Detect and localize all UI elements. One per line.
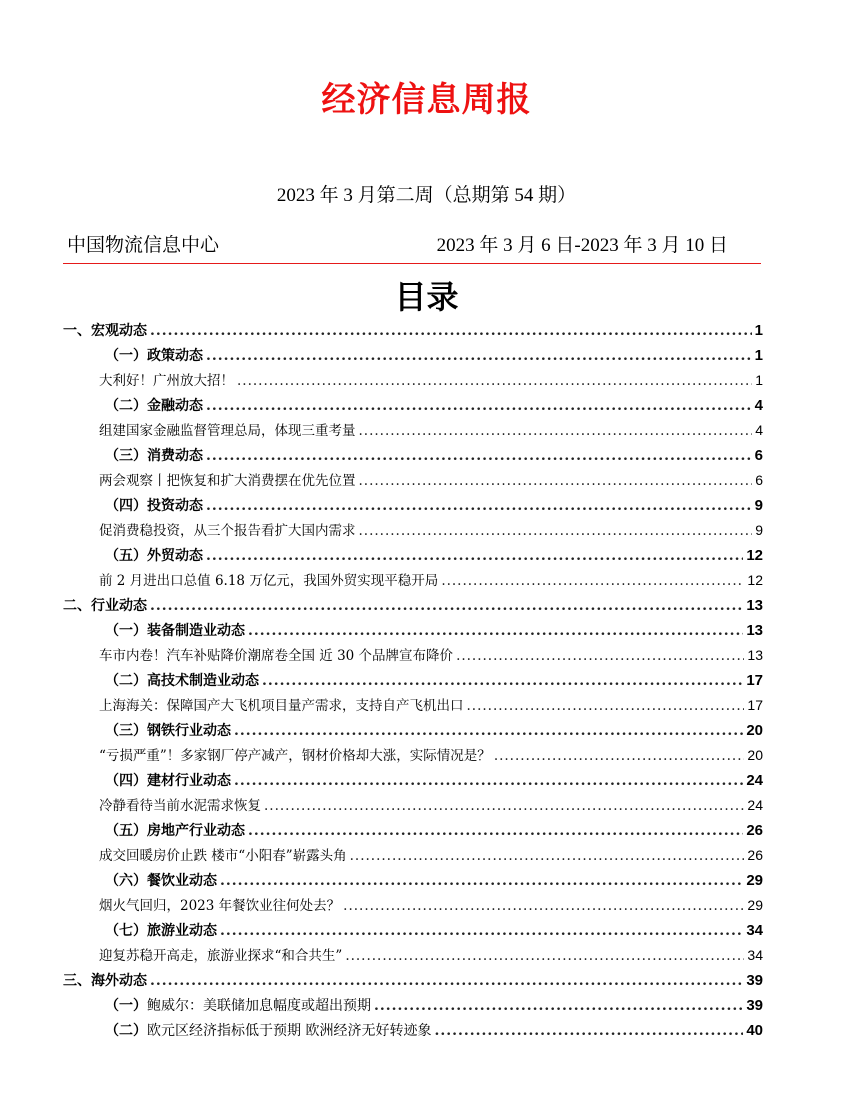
toc-leader-dots xyxy=(441,569,744,594)
toc-entry-title: 促消费稳投资，从三个报告看扩大国内需求 xyxy=(99,523,356,539)
toc-leader-dots xyxy=(359,519,753,544)
toc-entry[interactable] xyxy=(63,943,763,968)
toc-entry[interactable] xyxy=(63,818,763,843)
toc-page-number: 20 xyxy=(746,722,763,739)
toc-entry[interactable] xyxy=(63,393,763,418)
toc-leader-dots xyxy=(345,944,744,969)
toc-entry-title: 车市内卷！汽车补贴降价潮席卷全国 近 30 个品牌宣布降价 xyxy=(99,648,454,664)
toc-entry[interactable] xyxy=(63,593,763,618)
toc-entry[interactable] xyxy=(63,918,763,943)
toc-entry[interactable] xyxy=(63,668,763,693)
date-range: 2023 年 3 月 6 日-2023 年 3 月 10 日 xyxy=(436,235,728,256)
toc-entry-title: 大利好！广州放大招！ xyxy=(99,373,234,389)
toc-page-number: 6 xyxy=(754,447,763,464)
toc-leader-dots xyxy=(494,744,745,769)
toc-entry[interactable] xyxy=(63,318,763,343)
toc-entry-title: （二）高技术制造业动态 xyxy=(105,673,259,689)
toc-entry[interactable] xyxy=(63,968,763,993)
toc-entry-title: “亏损严重”！多家钢厂停产减产，钢材价格却大涨，实际情况是？ xyxy=(99,748,491,764)
toc-leader-dots xyxy=(359,419,753,444)
toc-entry-title: 欧元区经济指标低于预期 欧洲经济无好转迹象 xyxy=(147,1023,432,1039)
toc-entry[interactable] xyxy=(63,843,763,868)
toc-page-number: 24 xyxy=(747,797,763,813)
toc-entry[interactable] xyxy=(63,768,763,793)
toc-page-number: 34 xyxy=(747,947,763,963)
toc-leader-dots xyxy=(150,319,752,344)
toc-entry[interactable] xyxy=(63,518,763,543)
toc-entry-title: （四）建材行业动态 xyxy=(105,773,231,789)
toc-entry-title: 迎复苏稳开高走，旅游业探求“和合共生” xyxy=(99,948,343,964)
toc-page-number: 4 xyxy=(754,397,763,414)
toc-entry-title: （三）钢铁行业动态 xyxy=(105,723,231,739)
toc-leader-dots xyxy=(220,869,743,894)
toc-entry[interactable] xyxy=(63,793,763,818)
toc-entry[interactable] xyxy=(63,493,763,518)
toc-page-number: 9 xyxy=(754,497,763,514)
toc-leader-dots xyxy=(220,919,743,944)
toc-leader-dots xyxy=(359,469,753,494)
toc-leader-dots xyxy=(264,794,744,819)
toc-entry-title: 烟火气回归，2023 年餐饮业往何处去？ xyxy=(99,898,341,914)
toc-leader-dots xyxy=(350,844,745,869)
toc-entry-title: 三、海外动态 xyxy=(63,973,147,989)
toc-page-number: 29 xyxy=(746,872,763,889)
toc-entry-title: （五）房地产行业动态 xyxy=(105,823,245,839)
toc-entry-title: 冷静看待当前水泥需求恢复 xyxy=(99,798,261,814)
toc-entry[interactable] xyxy=(63,443,763,468)
toc-page-number: 1 xyxy=(755,372,763,388)
table-of-contents xyxy=(63,318,763,1043)
toc-leader-dots xyxy=(237,369,752,394)
toc-entry[interactable] xyxy=(63,868,763,893)
toc-page-number: 24 xyxy=(746,772,763,789)
toc-page-number: 34 xyxy=(746,922,763,939)
toc-entry[interactable] xyxy=(63,568,763,593)
toc-entry-title: 两会观察丨把恢复和扩大消费摆在优先位置 xyxy=(99,473,356,489)
toc-entry-title: （七）旅游业动态 xyxy=(105,923,217,939)
toc-entry-title: （一）装备制造业动态 xyxy=(105,623,245,639)
toc-page-number: 13 xyxy=(746,622,763,639)
toc-page-number: 39 xyxy=(746,997,763,1014)
toc-entry[interactable] xyxy=(63,468,763,493)
toc-leader-dots xyxy=(206,544,743,569)
toc-leader-dots xyxy=(206,494,752,519)
toc-entry-title: （二）金融动态 xyxy=(105,398,203,414)
toc-page-number: 26 xyxy=(746,822,763,839)
toc-page-number: 9 xyxy=(755,522,763,538)
toc-entry[interactable] xyxy=(63,343,763,368)
toc-entry-title: （一）政策动态 xyxy=(105,348,203,364)
toc-page-number: 4 xyxy=(755,422,763,438)
toc-entry-title: （四）投资动态 xyxy=(105,498,203,514)
toc-entry[interactable] xyxy=(63,718,763,743)
toc-heading: 目录 xyxy=(394,278,459,316)
toc-entry[interactable] xyxy=(63,893,763,918)
toc-leader-dots xyxy=(206,344,752,369)
toc-entry[interactable] xyxy=(63,743,763,768)
toc-page-number: 40 xyxy=(746,1022,763,1039)
toc-leader-dots xyxy=(374,994,743,1019)
toc-entry[interactable] xyxy=(63,643,763,668)
toc-page-number: 13 xyxy=(746,597,763,614)
toc-entry-title: （三）消费动态 xyxy=(105,448,203,464)
toc-leader-dots xyxy=(150,969,743,994)
toc-entry-title: 一、宏观动态 xyxy=(63,323,147,339)
toc-leader-dots xyxy=(343,894,744,919)
toc-leader-dots xyxy=(234,769,743,794)
toc-entry-title: 组建国家金融监督管理总局，体现三重考量 xyxy=(99,423,356,439)
toc-page-number: 39 xyxy=(746,972,763,989)
toc-leader-dots xyxy=(467,694,745,719)
toc-entry-title: （六）餐饮业动态 xyxy=(105,873,217,889)
organization-name: 中国物流信息中心 xyxy=(67,234,220,256)
header-rule xyxy=(63,263,761,264)
toc-page-number: 17 xyxy=(746,672,763,689)
toc-entry-title: 前 2 月进出口总值 6.18 万亿元，我国外贸实现平稳开局 xyxy=(99,573,439,589)
toc-entry-title: 二、行业动态 xyxy=(63,598,147,614)
toc-page-number: 12 xyxy=(746,547,763,564)
toc-entry[interactable] xyxy=(63,993,763,1018)
toc-entry[interactable] xyxy=(63,543,763,568)
toc-page-number: 13 xyxy=(747,647,763,663)
toc-page-number: 20 xyxy=(747,747,763,763)
toc-entry[interactable] xyxy=(63,368,763,393)
toc-leader-dots xyxy=(248,619,743,644)
toc-page-number: 17 xyxy=(747,697,763,713)
toc-leader-dots xyxy=(456,644,744,669)
toc-leader-dots xyxy=(234,719,743,744)
toc-page-number: 1 xyxy=(754,322,763,339)
toc-entry-title: 鲍威尔：美联储加息幅度或超出预期 xyxy=(147,998,371,1014)
toc-entry[interactable] xyxy=(63,618,763,643)
toc-entry-title: （五）外贸动态 xyxy=(105,548,203,564)
toc-page-number: 12 xyxy=(747,572,763,588)
toc-entry-title: 成交回暖房价止跌 楼市“小阳春”崭露头角 xyxy=(99,848,347,864)
toc-page-number: 6 xyxy=(755,472,763,488)
toc-page-number: 26 xyxy=(747,847,763,863)
toc-leader-dots xyxy=(262,669,743,694)
toc-entry-prefix: （二） xyxy=(105,1023,147,1039)
toc-entry[interactable] xyxy=(63,1018,763,1043)
toc-entry-title: 上海海关：保障国产大飞机项目量产需求，支持自产飞机出口 xyxy=(99,698,464,714)
toc-page-number: 29 xyxy=(747,897,763,913)
toc-entry[interactable] xyxy=(63,693,763,718)
toc-entry[interactable] xyxy=(63,418,763,443)
toc-page-number: 1 xyxy=(754,347,763,364)
toc-leader-dots xyxy=(206,444,752,469)
toc-leader-dots xyxy=(248,819,743,844)
issue-line: 2023 年 3 月第二周（总期第 54 期） xyxy=(276,185,577,206)
toc-leader-dots xyxy=(434,1019,743,1044)
toc-leader-dots xyxy=(150,594,743,619)
report-title: 经济信息周报 xyxy=(321,80,532,120)
toc-entry-prefix: （一） xyxy=(105,998,147,1014)
toc-leader-dots xyxy=(206,394,752,419)
